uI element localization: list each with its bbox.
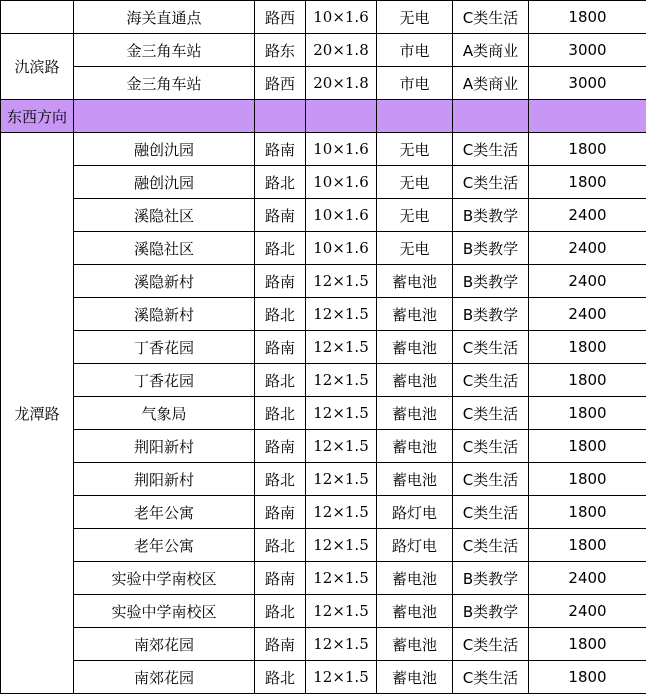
location-cell: 南郊花园 <box>74 661 255 694</box>
fee-cell: 1800 <box>529 364 646 397</box>
table-row <box>1 166 646 199</box>
fee-cell: 1800 <box>529 133 646 166</box>
size-cell: 10×1.6 <box>306 1 377 34</box>
category-cell: C类生活 <box>453 1 529 34</box>
side-cell: 路南 <box>255 133 306 166</box>
table-row <box>1 628 646 661</box>
location-cell: 金三角车站 <box>74 67 255 100</box>
location-cell: 老年公寓 <box>74 529 255 562</box>
section-cell <box>453 100 529 133</box>
category-cell: C类生活 <box>453 397 529 430</box>
size-cell: 20×1.8 <box>306 67 377 100</box>
category-cell: C类生活 <box>453 463 529 496</box>
power-cell: 无电 <box>377 133 453 166</box>
side-cell: 路南 <box>255 430 306 463</box>
table-row <box>1 661 646 694</box>
table-row <box>1 265 646 298</box>
longtan-section <box>1 133 646 694</box>
road-cell: 龙潭路 <box>1 133 74 694</box>
location-cell: 丁香花园 <box>74 331 255 364</box>
size-cell: 10×1.6 <box>306 199 377 232</box>
power-cell: 市电 <box>377 67 453 100</box>
category-cell: B类教学 <box>453 298 529 331</box>
power-cell: 蓄电池 <box>377 397 453 430</box>
fee-cell: 1800 <box>529 430 646 463</box>
side-cell: 路南 <box>255 628 306 661</box>
category-cell: C类生活 <box>453 529 529 562</box>
category-cell: C类生活 <box>453 661 529 694</box>
power-cell: 蓄电池 <box>377 265 453 298</box>
table-row <box>1 397 646 430</box>
location-cell: 荆阳新村 <box>74 463 255 496</box>
side-cell: 路南 <box>255 265 306 298</box>
category-cell: C类生活 <box>453 331 529 364</box>
power-cell: 无电 <box>377 166 453 199</box>
size-cell: 10×1.6 <box>306 232 377 265</box>
size-cell: 12×1.5 <box>306 562 377 595</box>
location-cell: 溪隐社区 <box>74 199 255 232</box>
power-cell: 蓄电池 <box>377 628 453 661</box>
category-cell: C类生活 <box>453 166 529 199</box>
table-row <box>1 331 646 364</box>
side-cell: 路北 <box>255 463 306 496</box>
size-cell: 12×1.5 <box>306 331 377 364</box>
side-cell: 路南 <box>255 496 306 529</box>
power-cell: 蓄电池 <box>377 430 453 463</box>
section-cell <box>306 100 377 133</box>
table-row <box>1 232 646 265</box>
fee-cell: 1800 <box>529 1 646 34</box>
size-cell: 12×1.5 <box>306 496 377 529</box>
location-cell: 溪隐社区 <box>74 232 255 265</box>
category-cell: B类教学 <box>453 265 529 298</box>
location-cell: 丁香花园 <box>74 364 255 397</box>
fee-cell: 3000 <box>529 67 646 100</box>
section-row <box>1 100 646 133</box>
side-cell: 路南 <box>255 562 306 595</box>
category-cell: B类教学 <box>453 562 529 595</box>
table-row <box>1 298 646 331</box>
size-cell: 12×1.5 <box>306 397 377 430</box>
section-cell <box>74 100 255 133</box>
category-cell: A类商业 <box>453 34 529 67</box>
size-cell: 12×1.5 <box>306 463 377 496</box>
fee-cell: 1800 <box>529 331 646 364</box>
power-cell: 蓄电池 <box>377 331 453 364</box>
power-cell: 无电 <box>377 1 453 34</box>
side-cell: 路南 <box>255 199 306 232</box>
side-cell: 路北 <box>255 595 306 628</box>
location-cell: 南郊花园 <box>74 628 255 661</box>
road-cell: 氿滨路 <box>1 34 74 100</box>
size-cell: 12×1.5 <box>306 364 377 397</box>
size-cell: 10×1.6 <box>306 166 377 199</box>
size-cell: 12×1.5 <box>306 430 377 463</box>
section-cell <box>529 100 646 133</box>
fee-cell: 1800 <box>529 166 646 199</box>
category-cell: C类生活 <box>453 496 529 529</box>
side-cell: 路北 <box>255 232 306 265</box>
power-cell: 路灯电 <box>377 496 453 529</box>
location-cell: 融创氿园 <box>74 166 255 199</box>
power-cell: 蓄电池 <box>377 595 453 628</box>
fee-cell: 1800 <box>529 496 646 529</box>
size-cell: 12×1.5 <box>306 265 377 298</box>
category-cell: B类教学 <box>453 232 529 265</box>
size-cell: 12×1.5 <box>306 529 377 562</box>
fee-cell: 1800 <box>529 661 646 694</box>
side-cell: 路西 <box>255 1 306 34</box>
category-cell: C类生活 <box>453 628 529 661</box>
location-cell: 溪隐新村 <box>74 265 255 298</box>
fee-cell: 2400 <box>529 595 646 628</box>
category-cell: B类教学 <box>453 199 529 232</box>
power-cell: 蓄电池 <box>377 562 453 595</box>
location-cell: 溪隐新村 <box>74 298 255 331</box>
power-cell: 市电 <box>377 34 453 67</box>
fee-cell: 2400 <box>529 265 646 298</box>
table-row <box>1 364 646 397</box>
location-cell: 海关直通点 <box>74 1 255 34</box>
fee-cell: 1800 <box>529 397 646 430</box>
table-row <box>1 34 646 67</box>
section-label: 东西方向 <box>1 100 74 133</box>
size-cell: 12×1.5 <box>306 661 377 694</box>
power-cell: 蓄电池 <box>377 298 453 331</box>
fee-cell: 2400 <box>529 298 646 331</box>
power-cell: 无电 <box>377 199 453 232</box>
fee-cell: 1800 <box>529 463 646 496</box>
fee-cell: 3000 <box>529 34 646 67</box>
location-cell: 融创氿园 <box>74 133 255 166</box>
power-cell: 蓄电池 <box>377 661 453 694</box>
table-row <box>1 595 646 628</box>
side-cell: 路北 <box>255 364 306 397</box>
location-cell: 实验中学南校区 <box>74 595 255 628</box>
section-cell <box>255 100 306 133</box>
section-cell <box>377 100 453 133</box>
category-cell: C类生活 <box>453 133 529 166</box>
table-row <box>1 1 646 34</box>
table-row <box>1 430 646 463</box>
side-cell: 路南 <box>255 331 306 364</box>
size-cell: 12×1.5 <box>306 298 377 331</box>
side-cell: 路北 <box>255 661 306 694</box>
side-cell: 路北 <box>255 298 306 331</box>
side-cell: 路北 <box>255 397 306 430</box>
table-row <box>1 199 646 232</box>
location-cell: 老年公寓 <box>74 496 255 529</box>
fee-cell: 2400 <box>529 562 646 595</box>
power-cell: 蓄电池 <box>377 463 453 496</box>
location-cell: 荆阳新村 <box>74 430 255 463</box>
fee-cell: 2400 <box>529 199 646 232</box>
size-cell: 12×1.5 <box>306 595 377 628</box>
table-row <box>1 496 646 529</box>
road-cell <box>1 1 74 34</box>
category-cell: C类生活 <box>453 430 529 463</box>
size-cell: 20×1.8 <box>306 34 377 67</box>
side-cell: 路西 <box>255 67 306 100</box>
power-cell: 蓄电池 <box>377 364 453 397</box>
location-cell: 气象局 <box>74 397 255 430</box>
category-cell: C类生活 <box>453 364 529 397</box>
fee-cell: 2400 <box>529 232 646 265</box>
category-cell: B类教学 <box>453 595 529 628</box>
power-cell: 路灯电 <box>377 529 453 562</box>
table-row <box>1 67 646 100</box>
size-cell: 10×1.6 <box>306 133 377 166</box>
fee-cell: 1800 <box>529 529 646 562</box>
location-cell: 金三角车站 <box>74 34 255 67</box>
fee-cell: 1800 <box>529 628 646 661</box>
table-row <box>1 529 646 562</box>
category-cell: A类商业 <box>453 67 529 100</box>
size-cell: 12×1.5 <box>306 628 377 661</box>
power-cell: 无电 <box>377 232 453 265</box>
location-cell: 实验中学南校区 <box>74 562 255 595</box>
side-cell: 路北 <box>255 166 306 199</box>
table-row <box>1 463 646 496</box>
side-cell: 路东 <box>255 34 306 67</box>
table-row <box>1 562 646 595</box>
table-row <box>1 133 646 166</box>
side-cell: 路北 <box>255 529 306 562</box>
